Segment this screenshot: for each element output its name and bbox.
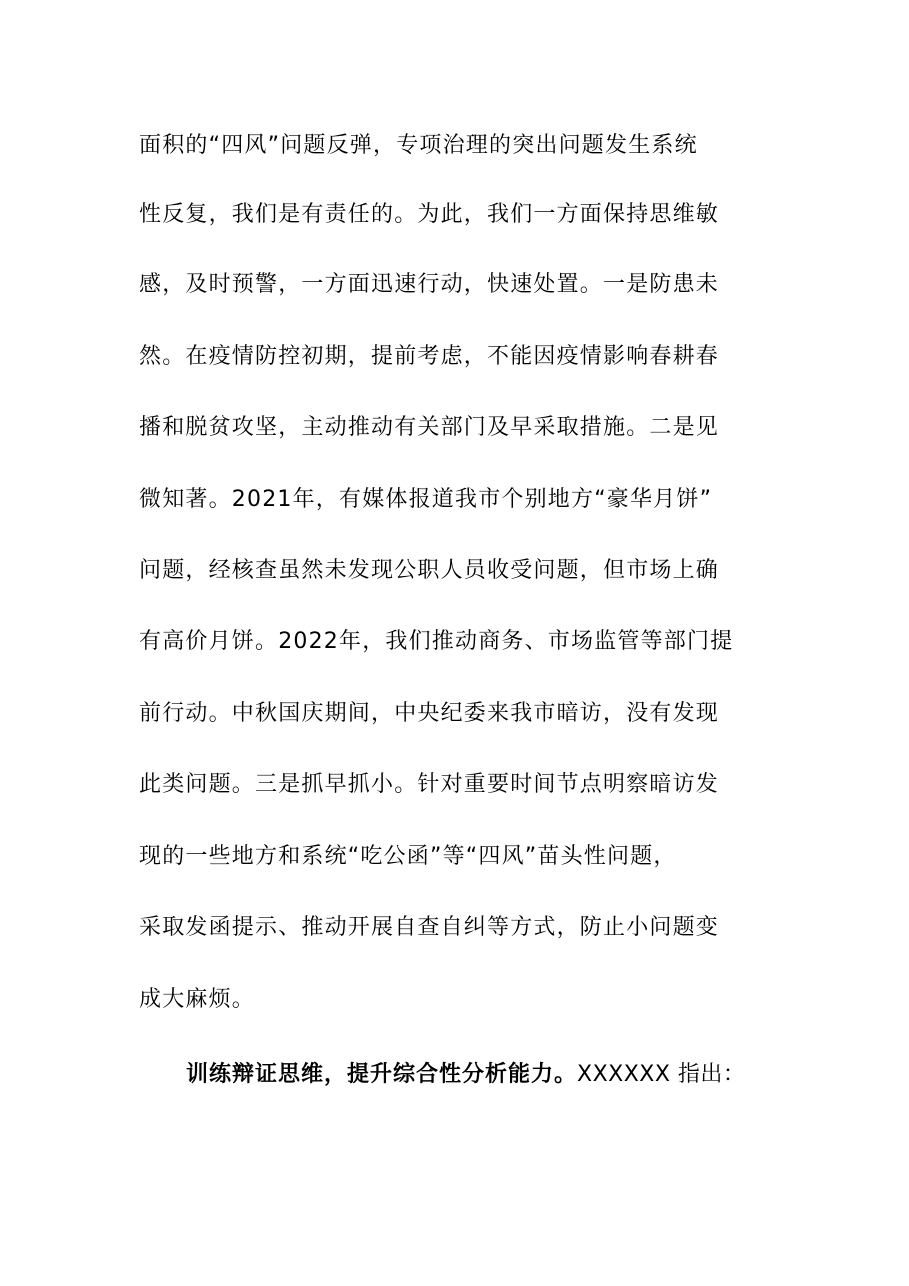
paragraph-line: 采取发函提示、推动开展自查自纠等方式，防止小问题变	[139, 915, 720, 940]
paragraph-line: 成大麻烦。	[139, 987, 256, 1012]
paragraph-line: 播和脱贫攻坚，主动推动有关部门及早采取措施。二是见	[139, 415, 720, 440]
paragraph-line: 微知著。2021年，有媒体报道我市个别地方“豪华月饼”	[139, 487, 713, 512]
paragraph-line: 然。在疫情防控初期，提前考虑，不能因疫情影响春耕春	[139, 344, 720, 369]
paragraph-line: 性反复，我们是有责任的。为此，我们一方面保持思维敏	[139, 202, 720, 227]
paragraph-line: 感，及时预警，一方面迅速行动，快速处置。一是防患未	[139, 272, 720, 297]
paragraph-line: 问题，经核查虽然未发现公职人员收受问题，但市场上确	[139, 558, 720, 583]
paragraph-line: 现的一些地方和系统“吃公函”等“四风”苗头性问题，	[139, 844, 677, 869]
paragraph-line: 此类问题。三是抓早抓小。针对重要时间节点明察暗访发	[139, 772, 720, 797]
paragraph-line: 前行动。中秋国庆期间，中央纪委来我市暗访，没有发现	[139, 701, 720, 726]
section-heading-title: 训练辩证思维，提升综合性分析能力。	[186, 1062, 578, 1087]
paragraph-line: 面积的“四风”问题反弹，专项治理的突出问题发生系统	[139, 133, 698, 158]
section-heading-lead: XXXXXX 指出：	[577, 1062, 746, 1087]
paragraph-line: 有高价月饼。2022年，我们推动商务、市场监管等部门提	[139, 629, 734, 654]
section-heading	[186, 1060, 786, 1090]
